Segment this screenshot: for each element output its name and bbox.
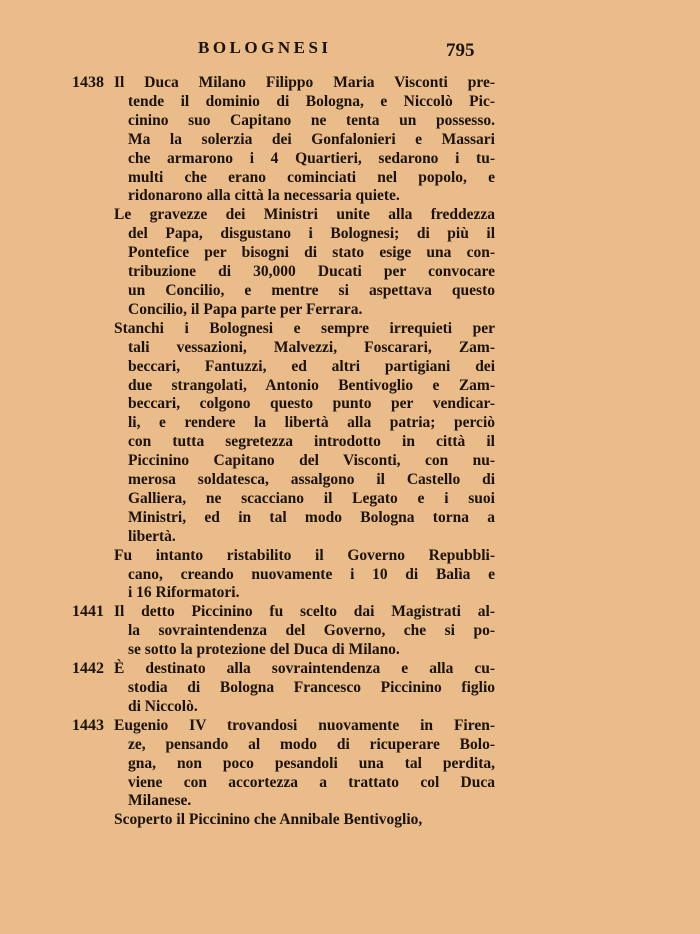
text-line: Ma la solerzia dei Gonfalonieri e Massari	[128, 130, 495, 148]
year-label: 1441	[72, 603, 104, 621]
year-label: 1442	[72, 660, 104, 678]
chronicle-text	[0, 74, 700, 830]
text-line: libertà.	[128, 527, 176, 545]
text-line: ridonarono alla città la necessaria quiete.	[128, 187, 400, 205]
text-line: Fu intanto ristabilito il Governo Repubbli-	[114, 546, 495, 564]
text-line: beccari, Fantuzzi, ed altri partigiani dei	[128, 357, 495, 375]
text-line: Pontefice per bisogni di stato esige una con-	[128, 244, 495, 262]
text-line: Eugenio IV trovandosi nuovamente in Firen-	[114, 716, 495, 734]
text-line: Il Duca Milano Filippo Maria Visconti pre-	[114, 74, 495, 91]
text-line: È destinato alla sovraintendenza e alla cu-	[114, 660, 495, 678]
text-line: un Concilio, e mentre si aspettava questo	[128, 281, 495, 299]
text-line: Ministri, ed in tal modo Bologna torna a	[128, 508, 495, 526]
paragraph-governo	[0, 547, 495, 604]
page-number: 795	[446, 40, 475, 61]
paragraph-stanchi	[0, 320, 495, 547]
text-line: ze, pensando al modo di ricuperare Bolo-	[128, 735, 495, 753]
year-label: 1438	[72, 74, 104, 91]
text-line: del Papa, disgustano i Bolognesi; di più il	[128, 225, 495, 243]
text-line: se sotto la protezione del Duca di Milano.	[128, 641, 400, 659]
text-line: beccari, colgono questo punto per vendicar-	[128, 395, 495, 413]
entry-1443	[0, 717, 495, 812]
entry-1442	[0, 660, 495, 717]
year-label: 1443	[72, 716, 104, 734]
text-line: due strangolati, Antonio Bentivoglio e Zam-	[128, 376, 495, 394]
paragraph-scoperto	[0, 811, 495, 830]
text-line: Piccinino Capitano del Visconti, con nu-	[128, 452, 495, 470]
text-line: con tutta segretezza introdotto in città il	[128, 433, 495, 451]
text-line: multi che erano cominciati nel popolo, e	[128, 168, 495, 186]
text-line: gna, non poco pesandoli una tal perdita,	[128, 754, 495, 772]
text-line: la sovraintendenza del Governo, che si po-	[128, 622, 495, 640]
text-line: Stanchi i Bolognesi e sempre irrequieti per	[114, 319, 495, 337]
text-line: che armarono i 4 Quartieri, sedarono i tu-	[128, 149, 495, 167]
entry-1438	[0, 74, 495, 206]
text-line: li, e rendere la libertà alla patria; perciò	[128, 414, 495, 432]
text-line: stodia di Bologna Francesco Piccinino figlio	[128, 679, 495, 696]
entry-1441	[0, 603, 495, 660]
text-line: Milanese.	[128, 792, 192, 810]
text-line: Scoperto il Piccinino che Annibale Bentivoglio,	[114, 811, 423, 829]
text-line: Il detto Piccinino fu scelto dai Magistrati al-	[114, 603, 495, 621]
text-line: merosa soldatesca, assalgono il Castello di	[128, 471, 495, 489]
text-line: Galliera, ne scacciano il Legato e i suoi	[128, 489, 495, 507]
running-head: BOLOGNESI	[198, 38, 332, 57]
paragraph-gravezze	[0, 206, 495, 319]
text-line: i 16 Riformatori.	[128, 584, 240, 602]
text-line: tali vessazioni, Malvezzi, Foscarari, Zam-	[128, 338, 495, 356]
text-line: Le gravezze dei Ministri unite alla freddezza	[114, 206, 495, 224]
text-line: cinino suo Capitano ne tenta un possesso.	[128, 111, 495, 129]
text-line: Concilio, il Papa parte per Ferrara.	[128, 300, 363, 318]
text-line: di Niccolò.	[128, 697, 198, 715]
text-line: viene con accortezza a trattato col Duca	[128, 773, 495, 791]
text-line: tende il dominio di Bologna, e Niccolò Pic-	[128, 92, 495, 110]
text-line: tribuzione di 30,000 Ducati per convocare	[128, 263, 495, 281]
text-line: cano, creando nuovamente i 10 di Balìa e	[128, 565, 495, 583]
